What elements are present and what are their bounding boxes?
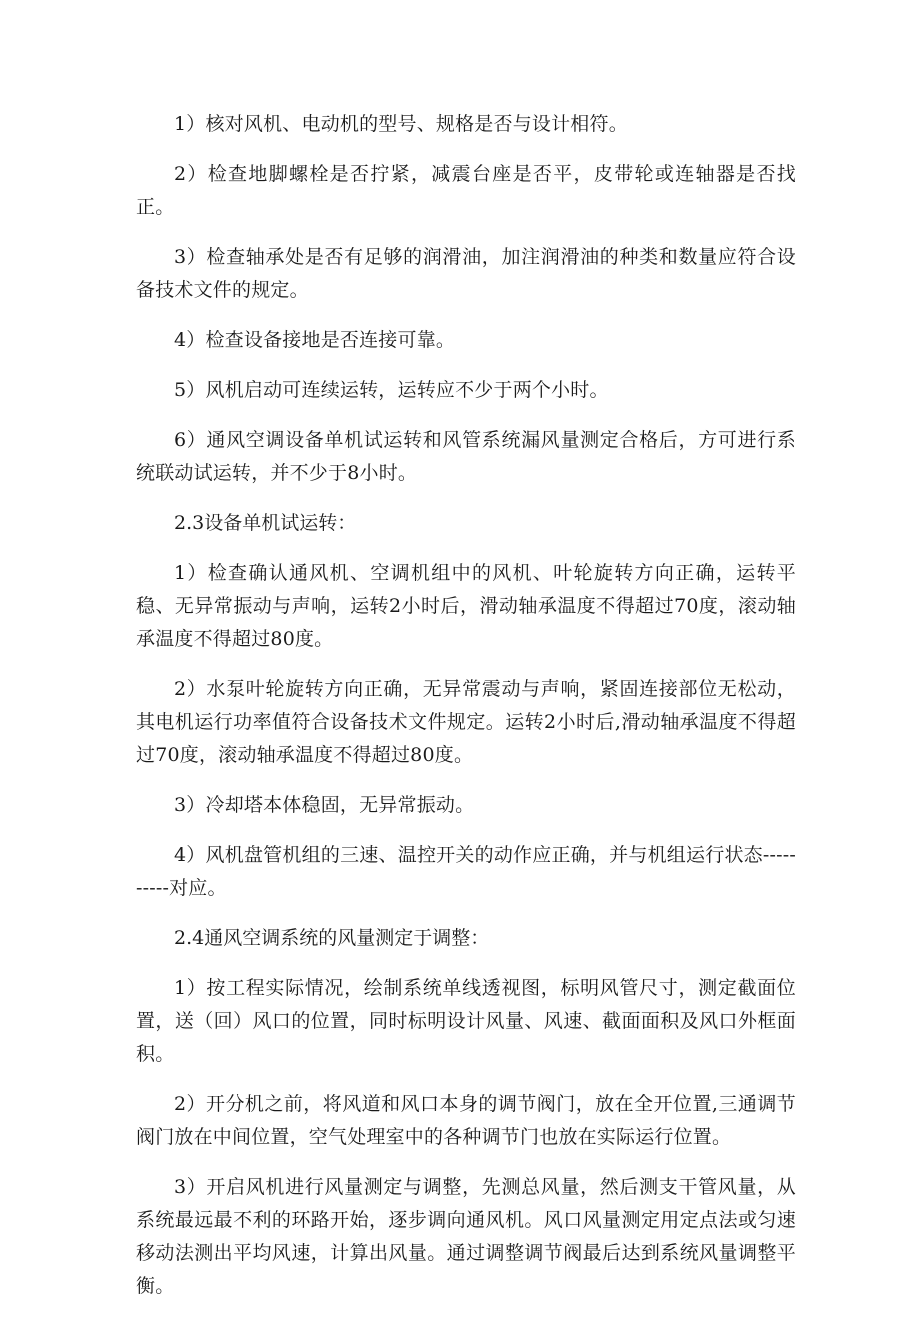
- paragraph-check-model: 1）核对风机、电动机的型号、规格是否与设计相符。: [174, 113, 628, 135]
- paragraph-cooling-tower: 3）冷却塔本体稳固，无异常振动。: [174, 794, 475, 816]
- paragraph-open-valves: 2）开分机之前，将风道和风口本身的调节阀门，放在全开位置,三通调节阀门放在中间位置，空气处理室中的各种调节门也放在实际运行位置。: [136, 1093, 796, 1148]
- paragraph-airflow-adjust: 3）开启风机进行风量测定与调整，先测总风量，然后测支干管风量，从系统最远最不利的环路开始，逐步调向通风机。风口风量测定用定点法或匀速移动法测出平均风速，计算出风量。通过调整调节阀最后达到系统风量调整平衡。: [136, 1176, 796, 1297]
- section-heading-2-4: 2.4通风空调系统的风量测定于调整：: [174, 927, 490, 949]
- paragraph-fan-rotation: 1）检查确认通风机、空调机组中的风机、叶轮旋转方向正确，运转平稳、无异常振动与声响，运转2小时后，滑动轴承温度不得超过70度，滚动轴承温度不得超过80度。: [136, 562, 796, 650]
- paragraph-check-bearing-oil: 3）检查轴承处是否有足够的润滑油，加注润滑油的种类和数量应符合设备技术文件的规定。: [136, 246, 796, 301]
- section-heading-2-3: 2.3设备单机试运转：: [174, 512, 357, 534]
- paragraph-fan-coil: 4）风机盘管机组的三速、温控开关的动作应正确，并与机组运行状态----------对应。: [136, 844, 796, 899]
- paragraph-check-bolts: 2）检查地脚螺栓是否拧紧，减震台座是否平，皮带轮或连轴器是否找正。: [136, 163, 796, 218]
- paragraph-draw-diagram: 1）按工程实际情况，绘制系统单线透视图，标明风管尺寸，测定截面位置，送（回）风口的位置，同时标明设计风量、风速、截面面积及风口外框面积。: [136, 977, 796, 1065]
- paragraph-pump-rotation: 2）水泵叶轮旋转方向正确，无异常震动与声响，紧固连接部位无松动，其电机运行功率值符合设备技术文件规定。运转2小时后,滑动轴承温度不得超过70度，滚动轴承温度不得超过80度。: [136, 678, 796, 766]
- paragraph-fan-run-time: 5）风机启动可连续运转，运转应不少于两个小时。: [174, 379, 609, 401]
- document-page: [136, 108, 796, 1320]
- paragraph-system-linkage: 6）通风空调设备单机试运转和风管系统漏风量测定合格后，方可进行系统联动试运转，并不少于8小时。: [136, 429, 796, 484]
- paragraph-check-grounding: 4）检查设备接地是否连接可靠。: [174, 329, 456, 351]
